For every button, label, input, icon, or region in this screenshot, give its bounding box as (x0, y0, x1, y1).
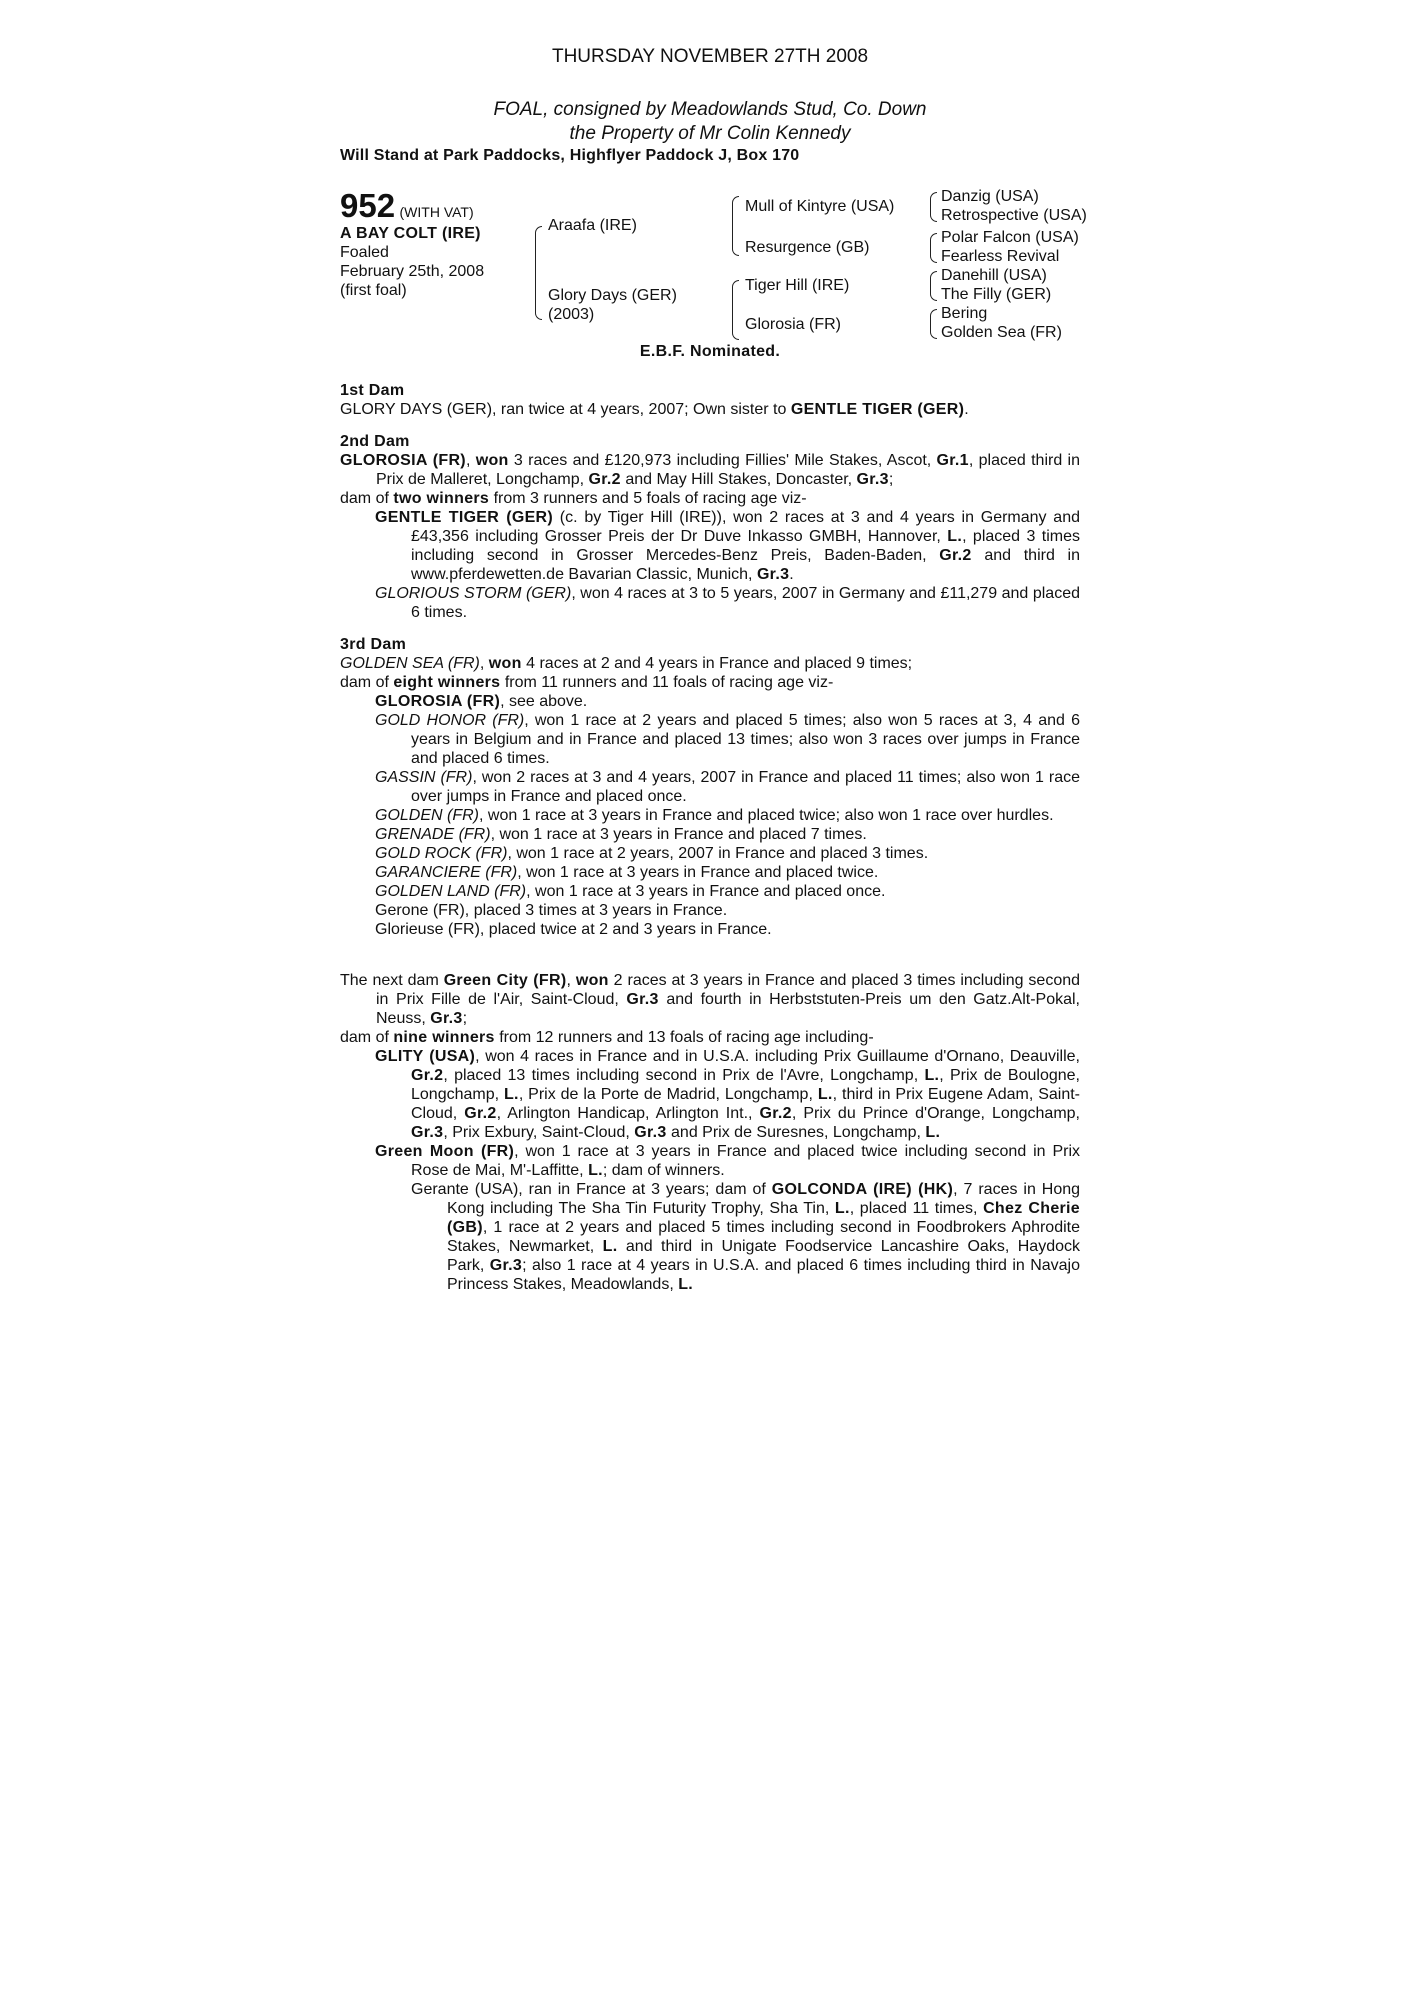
section-heading: 1st Dam (340, 382, 405, 399)
pedigree-dsd: The Filly (GER) (941, 286, 1052, 303)
pedigree-dam-sire: Tiger Hill (IRE) (745, 277, 850, 294)
pedigree-brace (930, 271, 937, 301)
stabling-location: Will Stand at Park Paddocks, Highflyer Paddock J, Box 170 (340, 147, 800, 164)
produce-entry: GRENADE (FR), won 1 race at 3 years in France and placed 7 times. (375, 826, 867, 843)
third-dam-produce-summary: dam of eight winners from 11 runners and 11 foals of racing age viz- (340, 674, 834, 691)
pedigree-sdd: Fearless Revival (941, 248, 1060, 265)
section-heading: 3rd Dam (340, 636, 407, 653)
produce-entry: Green Moon (FR), won 1 race at 3 years in France and placed twice including second in Prix Rose de Mai, M'-Laffitte, L.; dam of winners. (375, 1143, 1081, 1179)
section-heading: 2nd Dam (340, 433, 410, 450)
produce-entry: GOLDEN (FR), won 1 race at 3 years in France and placed twice; also won 1 race over hurdles. (375, 807, 1054, 824)
second-dam-record: GLOROSIA (FR), won 3 races and £120,973 including Fillies' Mile Stakes, Ascot, Gr.1, placed third in Prix de Malleret, Longchamp, Gr.2 and May Hill Stakes, Doncaster, Gr.3; (340, 452, 1080, 488)
produce-entry: GOLDEN LAND (FR), won 1 race at 3 years in France and placed once. (375, 883, 886, 900)
first-dam-section (340, 381, 1080, 419)
pedigree-ddd: Golden Sea (FR) (941, 324, 1062, 341)
second-dam-section (340, 432, 1080, 622)
pedigree-dds: Bering (941, 305, 988, 322)
next-dam-record: The next dam Green City (FR), won 2 races at 3 years in France and placed 3 times including second in Prix Fille de l'Air, Saint-Cloud, Gr.3 and fourth in Herbststuten-Preis um den Gatz.Alt-Pokal, Neuss, Gr.3; (340, 972, 1081, 1027)
consignment-heading (340, 98, 1080, 146)
produce-entry: Gerone (FR), placed 3 times at 3 years in France. (375, 902, 728, 919)
pedigree-brace (732, 196, 739, 256)
lot-details (340, 188, 540, 300)
pedigree-sire-dam: Resurgence (GB) (745, 239, 870, 256)
ebf-nomination: E.B.F. Nominated. (639, 343, 781, 360)
pedigree-dam: Glory Days (GER) (548, 287, 677, 304)
foal-note: (first foal) (340, 282, 407, 299)
lot-number: 952 (340, 187, 396, 224)
sale-date: THURSDAY NOVEMBER 27TH 2008 (551, 46, 869, 67)
catalogue-body (340, 381, 1080, 1294)
pedigree-sire-sire: Mull of Kintyre (USA) (745, 198, 895, 215)
pedigree-dss: Danehill (USA) (941, 267, 1047, 284)
pedigree-brace (930, 309, 937, 339)
produce-entry: Gerante (USA), ran in France at 3 years; dam of GOLCONDA (IRE) (HK), 7 races in Hong Kong including The Sha Tin Futurity Trophy, Sha Tin, L., placed 11 times, Chez Cherie (GB), 1 race at 2 years and placed 5 times including second in Foodbrokers Aphrodite Stakes, Newmarket, L. and third in Unigate Foodservice Lancashire Oaks, Haydock Park, Gr.3; also 1 race at 4 years in U.S.A. and placed 6 times including third in Navajo Princess Stakes, Meadowlands, L. (411, 1181, 1081, 1293)
produce-entry: GASSIN (FR), won 2 races at 3 and 4 years, 2007 in France and placed 11 times; also won 1 race over jumps in France and placed once. (375, 769, 1081, 805)
third-dam-section (340, 635, 1080, 939)
lot-name: A BAY COLT (IRE) (340, 225, 481, 242)
pedigree-sire: Araafa (IRE) (548, 217, 637, 234)
pedigree-brace (535, 226, 542, 320)
third-dam-record: GOLDEN SEA (FR), won 4 races at 2 and 4 years in France and placed 9 times; (340, 655, 913, 672)
produce-entry: GLOROSIA (FR), see above. (375, 693, 588, 710)
produce-entry: GLITY (USA), won 4 races in France and in U.S.A. including Prix Guillaume d'Ornano, Deauville, Gr.2, placed 13 times including second in Prix de l'Avre, Longchamp, L., Prix de Boulogne, Longchamp, L., Prix de la Porte de Madrid, Longchamp, L., third in Prix Eugene Adam, Saint-Cloud, Gr.2, Arlington Handicap, Arlington Int., Gr.2, Prix du Prince d'Orange, Longchamp, Gr.3, Prix Exbury, Saint-Cloud, Gr.3 and Prix de Suresnes, Longchamp, L. (375, 1048, 1081, 1141)
foaled-date: February 25th, 2008 (340, 263, 485, 280)
produce-entry: GLORIOUS STORM (GER), won 4 races at 3 to 5 years, 2007 in Germany and £11,279 and placed 6 times. (375, 585, 1080, 621)
pedigree-dam-dam: Glorosia (FR) (745, 316, 842, 333)
foaled-label: Foaled (340, 244, 389, 261)
property-line: the Property of Mr Colin Kennedy (569, 123, 851, 144)
produce-entry: Glorieuse (FR), placed twice at 2 and 3 years in France. (375, 921, 772, 938)
produce-entry: GOLD ROCK (FR), won 1 race at 2 years, 2007 in France and placed 3 times. (375, 845, 929, 862)
second-dam-produce-summary: dam of two winners from 3 runners and 5 foals of racing age viz- (340, 490, 807, 507)
pedigree-dam-year: (2003) (548, 306, 595, 323)
produce-entry: GARANCIERE (FR), won 1 race at 3 years in France and placed twice. (375, 864, 879, 881)
pedigree-brace (732, 280, 739, 340)
next-dam-section (340, 971, 1080, 1294)
first-dam-text: GLORY DAYS (GER), ran twice at 4 years, 2007; Own sister to GENTLE TIGER (GER). (340, 401, 969, 418)
pedigree-ssd: Retrospective (USA) (941, 207, 1087, 224)
pedigree-sds: Polar Falcon (USA) (941, 229, 1079, 246)
produce-entry: GOLD HONOR (FR), won 1 race at 2 years and placed 5 times; also won 5 races at 3, 4 and 6 years in Belgium and in France and placed 13 times; also won 3 races over jumps in France and placed 6 times. (375, 712, 1081, 767)
next-dam-produce-summary: dam of nine winners from 12 runners and 13 foals of racing age including- (340, 1029, 874, 1046)
pedigree-brace (930, 233, 937, 263)
produce-entry: GENTLE TIGER (GER) (c. by Tiger Hill (IRE)), won 2 races at 3 and 4 years in Germany and £43,356 including Grosser Preis der Dr Duve Inkasso GMBH, Hannover, L., placed 3 times including second in Grosser Mercedes-Benz Preis, Baden-Baden, Gr.2 and third in www.pferdewetten.de Bavarian Classic, Munich, Gr.3. (375, 509, 1081, 583)
pedigree-sss: Danzig (USA) (941, 188, 1039, 205)
pedigree-brace (930, 192, 937, 222)
vat-note: (WITH VAT) (399, 204, 474, 220)
consignor-line: FOAL, consigned by Meadowlands Stud, Co. Down (493, 99, 927, 120)
